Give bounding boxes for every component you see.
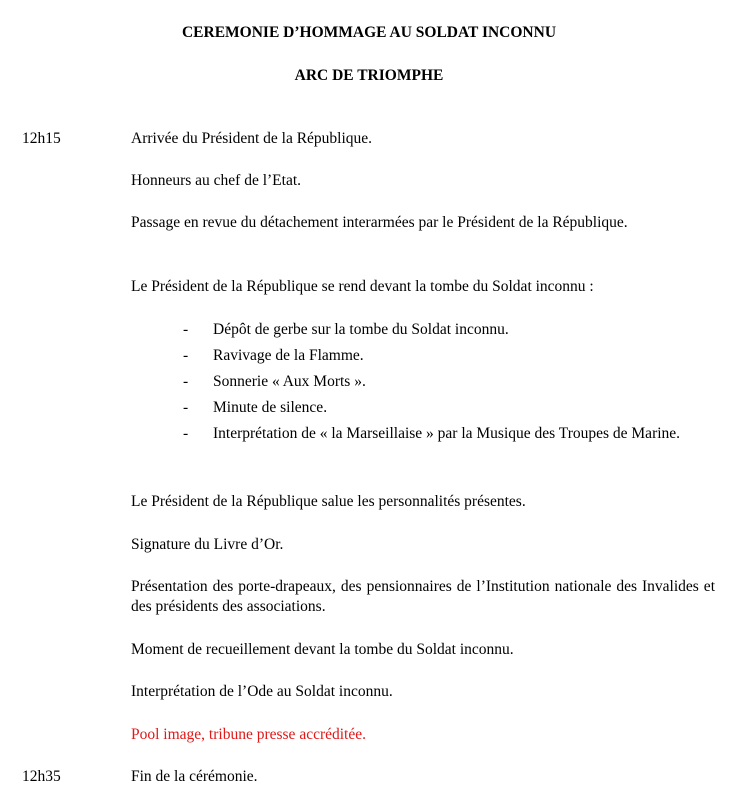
list-item bbox=[183, 320, 715, 340]
list-item bbox=[183, 398, 715, 418]
schedule-entry-greeting: Le Président de la République salue les personnalités présentes. bbox=[131, 493, 526, 510]
press-note: Pool image, tribune presse accréditée. bbox=[131, 726, 366, 743]
list-bullet: - bbox=[183, 321, 189, 338]
list-bullet: - bbox=[183, 373, 189, 390]
list-item-text: Ravivage de la Flamme. bbox=[213, 347, 364, 364]
schedule-entry-tomb: Le Président de la République se rend devant la tombe du Soldat inconnu : bbox=[131, 278, 594, 295]
list-bullet: - bbox=[183, 347, 189, 364]
schedule-entry-arrival: Arrivée du Président de la République. bbox=[131, 130, 373, 147]
document-title: CEREMONIE D’HOMMAGE AU SOLDAT INCONNU bbox=[181, 24, 557, 41]
document-subtitle: ARC DE TRIOMPHE bbox=[294, 67, 444, 84]
list-item-text: Dépôt de gerbe sur la tombe du Soldat inconnu. bbox=[213, 321, 509, 338]
start-time: 12h15 bbox=[22, 130, 61, 147]
schedule-entry-contemplation: Moment de recueillement devant la tombe du Soldat inconnu. bbox=[131, 641, 514, 658]
list-item-text: Minute de silence. bbox=[213, 399, 328, 416]
list-bullet: - bbox=[183, 399, 189, 416]
schedule-entry-golden-book: Signature du Livre d’Or. bbox=[131, 536, 284, 553]
schedule-entry-ode: Interprétation de l’Ode au Soldat inconnu. bbox=[131, 683, 393, 700]
list-item-text: Interprétation de « la Marseillaise » par la Musique des Troupes de Marine. bbox=[213, 425, 681, 442]
schedule-entry-honours: Honneurs au chef de l’Etat. bbox=[131, 172, 302, 189]
list-item bbox=[183, 346, 715, 366]
schedule-entry-end: Fin de la cérémonie. bbox=[131, 768, 258, 785]
list-bullet: - bbox=[183, 425, 189, 442]
list-item bbox=[183, 424, 715, 444]
end-time: 12h35 bbox=[22, 768, 61, 785]
list-item bbox=[183, 372, 715, 392]
list-item-text: Sonnerie « Aux Morts ». bbox=[213, 373, 366, 390]
schedule-entry-review: Passage en revue du détachement interarmées par le Président de la République. bbox=[131, 214, 628, 231]
schedule-entry-presentation: Présentation des porte-drapeaux, des pensionnaires de l’Institution nationale des Invalides et des présidents des associations. bbox=[131, 578, 715, 615]
ceremony-steps-list bbox=[183, 320, 715, 444]
